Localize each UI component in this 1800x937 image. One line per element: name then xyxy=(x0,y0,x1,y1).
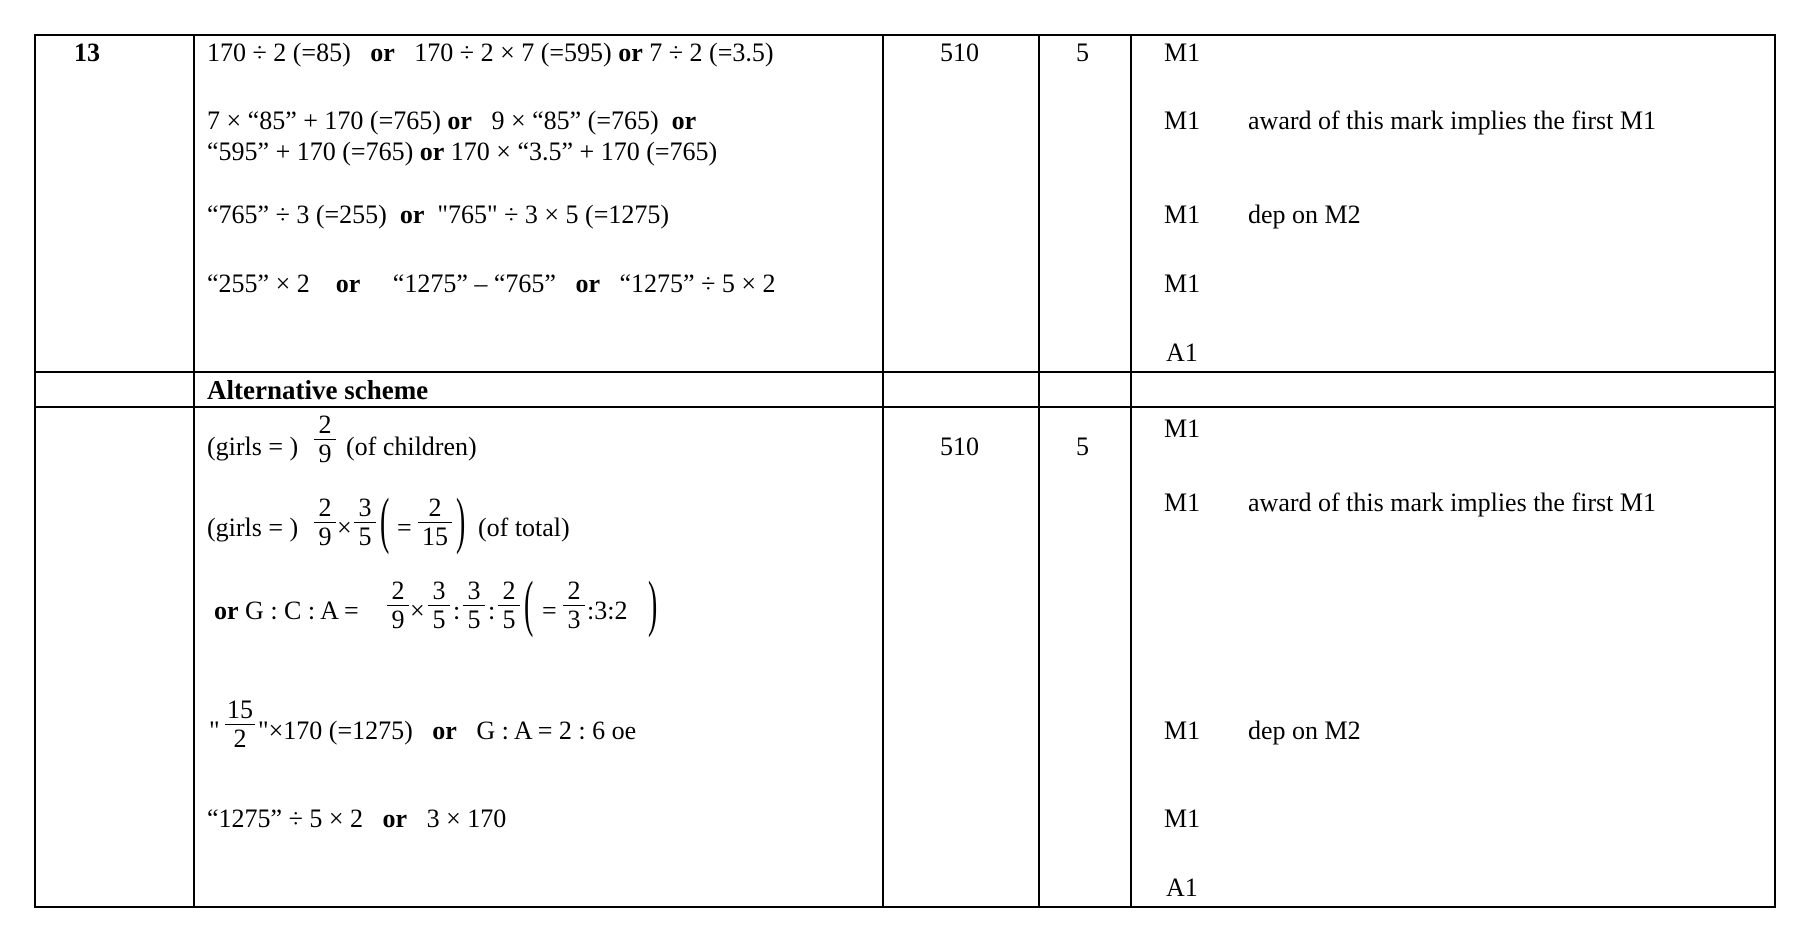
alt3-fraction-1 xyxy=(387,578,409,633)
table-divider-2 xyxy=(34,406,1776,408)
colon: : xyxy=(488,596,496,625)
or-keyword: or xyxy=(214,596,239,625)
denominator: 5 xyxy=(467,605,481,634)
method-part: 3 × 170 xyxy=(426,804,507,833)
or-keyword: or xyxy=(419,137,445,166)
method-part: "765" ÷ 3 × 5 (=1275) xyxy=(437,200,670,229)
or-keyword: or xyxy=(335,269,361,298)
denominator: 3 xyxy=(567,605,581,634)
col-line-1 xyxy=(193,34,195,908)
method-line-2a xyxy=(207,106,696,136)
col-line-3 xyxy=(1038,34,1040,908)
alt2-post: (of total) xyxy=(478,513,570,542)
right-paren: ) xyxy=(648,570,658,638)
alt-scheme-header: Alternative scheme xyxy=(207,375,429,405)
method-part: “765” ÷ 3 (=255) xyxy=(207,200,387,229)
table-border-top xyxy=(34,34,1776,36)
method-part: 7 ÷ 2 (=3.5) xyxy=(649,38,774,67)
method-part: G : A = 2 : 6 oe xyxy=(476,716,637,745)
method-line-1 xyxy=(207,38,774,68)
numerator: 2 xyxy=(318,410,332,439)
or-keyword: or xyxy=(671,106,697,135)
or-keyword: or xyxy=(382,804,408,833)
or-keyword: or xyxy=(618,38,643,67)
or-keyword: or xyxy=(432,716,457,745)
numerator: 2 xyxy=(567,576,581,605)
right-paren: ) xyxy=(456,487,466,555)
or-keyword: or xyxy=(447,106,472,135)
method-line-4 xyxy=(207,269,776,299)
denominator: 5 xyxy=(358,522,372,551)
numerator: 2 xyxy=(318,493,332,522)
method-part: “595” + 170 (=765) xyxy=(207,137,414,166)
denominator: 9 xyxy=(391,605,405,634)
method-part: 7 × “85” + 170 (=765) xyxy=(207,106,441,135)
or-keyword: or xyxy=(370,38,395,67)
alt2-fraction-2 xyxy=(354,495,376,550)
mark-note: award of this mark implies the first M1 xyxy=(1248,488,1656,517)
table-divider-1 xyxy=(34,371,1776,373)
mark-code: M1 xyxy=(1164,38,1201,67)
alt4-expression xyxy=(258,716,636,746)
mark-code: M1 xyxy=(1164,269,1201,298)
mark-code: M1 xyxy=(1164,200,1201,229)
col-line-0 xyxy=(34,34,36,908)
method-part: “1275” ÷ 5 × 2 xyxy=(619,269,776,298)
method-part: “255” × 2 xyxy=(207,269,310,298)
method-part: “1275” – “765” xyxy=(392,269,556,298)
numerator: 2 xyxy=(428,493,442,522)
answer-alt: 510 xyxy=(940,432,979,461)
denominator: 5 xyxy=(432,605,446,634)
numerator: 3 xyxy=(467,576,481,605)
alt1-pre: (girls = ) xyxy=(207,432,299,461)
method-part: 170 × “3.5” + 170 (=765) xyxy=(450,137,718,166)
denominator: 2 xyxy=(233,724,247,753)
mark-code: M1 xyxy=(1164,106,1201,135)
denominator: 9 xyxy=(318,439,332,468)
col-line-5 xyxy=(1774,34,1776,908)
marks-alt: 5 xyxy=(1076,432,1089,461)
alt1-post: (of children) xyxy=(346,432,477,461)
alt2-fraction-3 xyxy=(418,495,452,550)
alt3-fraction-4 xyxy=(498,578,520,633)
mark-code: M1 xyxy=(1164,716,1201,745)
or-keyword: or xyxy=(399,200,425,229)
method-part: 170 ÷ 2 × 7 (=595) xyxy=(414,38,612,67)
left-paren: ( xyxy=(380,487,390,555)
mark-code: A1 xyxy=(1166,338,1198,367)
mark-code: A1 xyxy=(1166,873,1198,902)
question-number: 13 xyxy=(74,38,100,67)
method-part: ×170 (=1275) xyxy=(268,716,413,745)
ratio-tail: :3:2 xyxy=(587,596,628,625)
denominator: 15 xyxy=(422,522,448,551)
quote-mark: " xyxy=(209,716,220,745)
alt4-fraction xyxy=(225,697,255,752)
equals-sign: = xyxy=(397,513,412,542)
answer-main: 510 xyxy=(940,38,979,67)
times-sign: × xyxy=(410,596,425,625)
alt3-fraction-3 xyxy=(463,578,485,633)
denominator: 9 xyxy=(318,522,332,551)
marks-main: 5 xyxy=(1076,38,1089,67)
alt2-pre: (girls = ) xyxy=(207,513,299,542)
equals-sign: = xyxy=(542,596,557,625)
left-paren: ( xyxy=(524,570,534,638)
alt2-fraction-1 xyxy=(314,495,336,550)
alt3-fraction-5 xyxy=(563,578,585,633)
colon: : xyxy=(453,596,461,625)
mark-note: award of this mark implies the first M1 xyxy=(1248,106,1656,135)
alt1-fraction xyxy=(314,412,336,467)
numerator: 15 xyxy=(227,695,253,724)
mark-code: M1 xyxy=(1164,804,1201,833)
numerator: 3 xyxy=(432,576,446,605)
alt3-fraction-2 xyxy=(428,578,450,633)
col-line-4 xyxy=(1130,34,1132,908)
numerator: 3 xyxy=(358,493,372,522)
mark-code: M1 xyxy=(1164,414,1201,443)
method-part: 170 ÷ 2 (=85) xyxy=(207,38,351,67)
or-keyword: or xyxy=(575,269,601,298)
mark-note: dep on M2 xyxy=(1248,716,1361,745)
times-sign: × xyxy=(337,513,352,542)
method-part: 9 × “85” (=765) xyxy=(491,106,659,135)
table-border-bottom xyxy=(34,906,1776,908)
numerator: 2 xyxy=(502,576,516,605)
method-line-3 xyxy=(207,200,669,230)
method-part: “1275” ÷ 5 × 2 xyxy=(207,804,364,833)
denominator: 5 xyxy=(502,605,516,634)
col-line-2 xyxy=(882,34,884,908)
alt5-expression xyxy=(207,804,506,834)
alt3-pre xyxy=(214,596,359,626)
quote-mark: " xyxy=(258,716,269,745)
ratio-label: G : C : A = xyxy=(245,596,359,625)
method-line-2b xyxy=(207,137,717,167)
numerator: 2 xyxy=(391,576,405,605)
mark-note: dep on M2 xyxy=(1248,200,1361,229)
mark-code: M1 xyxy=(1164,488,1201,517)
